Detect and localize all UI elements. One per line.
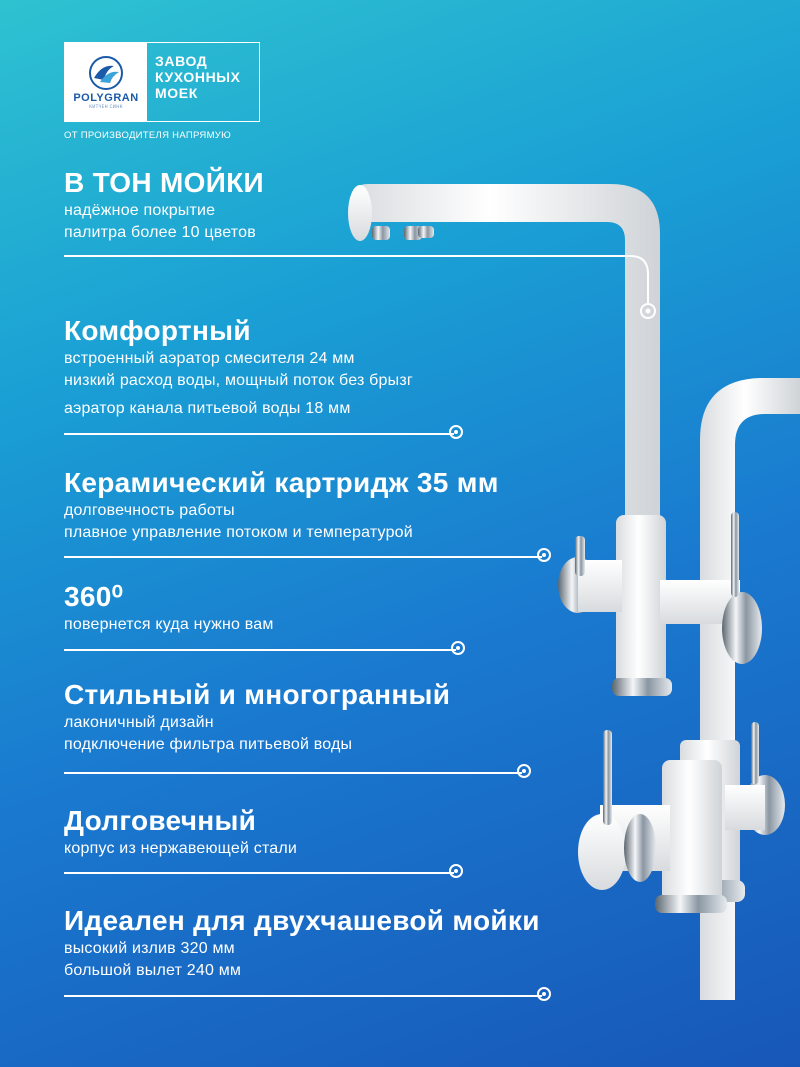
callout-line <box>64 872 454 874</box>
feature-comfort <box>64 314 413 420</box>
feature-double-sink <box>64 904 540 982</box>
feature-line: встроенный аэратор смесителя 24 мм <box>64 350 355 367</box>
feature-line: палитра более 10 цветов <box>64 224 256 241</box>
callout-line <box>64 649 456 651</box>
feature-line: аэратор канала питьевой воды 18 мм <box>64 400 351 417</box>
feature-line: корпус из нержавеющей стали <box>64 840 298 857</box>
feature-line: лаконичный дизайн <box>64 714 214 731</box>
callout-line <box>64 772 522 774</box>
feature-rotation <box>64 580 274 636</box>
feature-title: 360⁰ <box>64 581 124 612</box>
brand-line: МОЕК <box>155 85 198 101</box>
feature-line: долговечность работы <box>64 502 235 519</box>
callout-dot <box>537 548 551 562</box>
feature-title: Долговечный <box>64 805 257 836</box>
feature-cartridge <box>64 466 499 544</box>
callout-dot <box>449 425 463 439</box>
feature-line: высокий излив 320 мм <box>64 940 235 957</box>
brand-line: ЗАВОД <box>155 53 208 69</box>
callout-dot <box>517 764 531 778</box>
feature-line: надёжное покрытие <box>64 202 216 219</box>
feature-title: Стильный и многогранный <box>64 679 451 710</box>
brand-line: КУХОННЫХ <box>155 69 241 85</box>
feature-line: низкий расход воды, мощный поток без брызг <box>64 372 413 389</box>
feature-title: В ТОН МОЙКИ <box>64 167 264 198</box>
callout-line <box>64 433 454 435</box>
feature-title: Комфортный <box>64 315 251 346</box>
feature-line: большой вылет 240 мм <box>64 962 242 979</box>
feature-line: повернется куда нужно вам <box>64 616 274 633</box>
feature-title: Керамический картридж 35 мм <box>64 467 499 498</box>
brand-sub: КИТЧЕН СИНК <box>89 103 123 109</box>
feature-durable <box>64 804 297 860</box>
brand-tagline: ОТ ПРОИЗВОДИТЕЛЯ НАПРЯМУЮ <box>64 130 232 141</box>
feature-line: плавное управление потоком и температурой <box>64 524 413 541</box>
callout-dot <box>451 641 465 655</box>
callout-dot <box>449 864 463 878</box>
feature-title: Идеален для двухчашевой мойки <box>64 905 540 936</box>
feature-style <box>64 678 450 756</box>
callout-line <box>64 995 542 997</box>
callout-line <box>64 556 542 558</box>
feature-line: подключение фильтра питьевой воды <box>64 736 353 753</box>
brand-name: POLYGRAN <box>73 91 139 104</box>
callout-dot <box>537 987 551 1001</box>
